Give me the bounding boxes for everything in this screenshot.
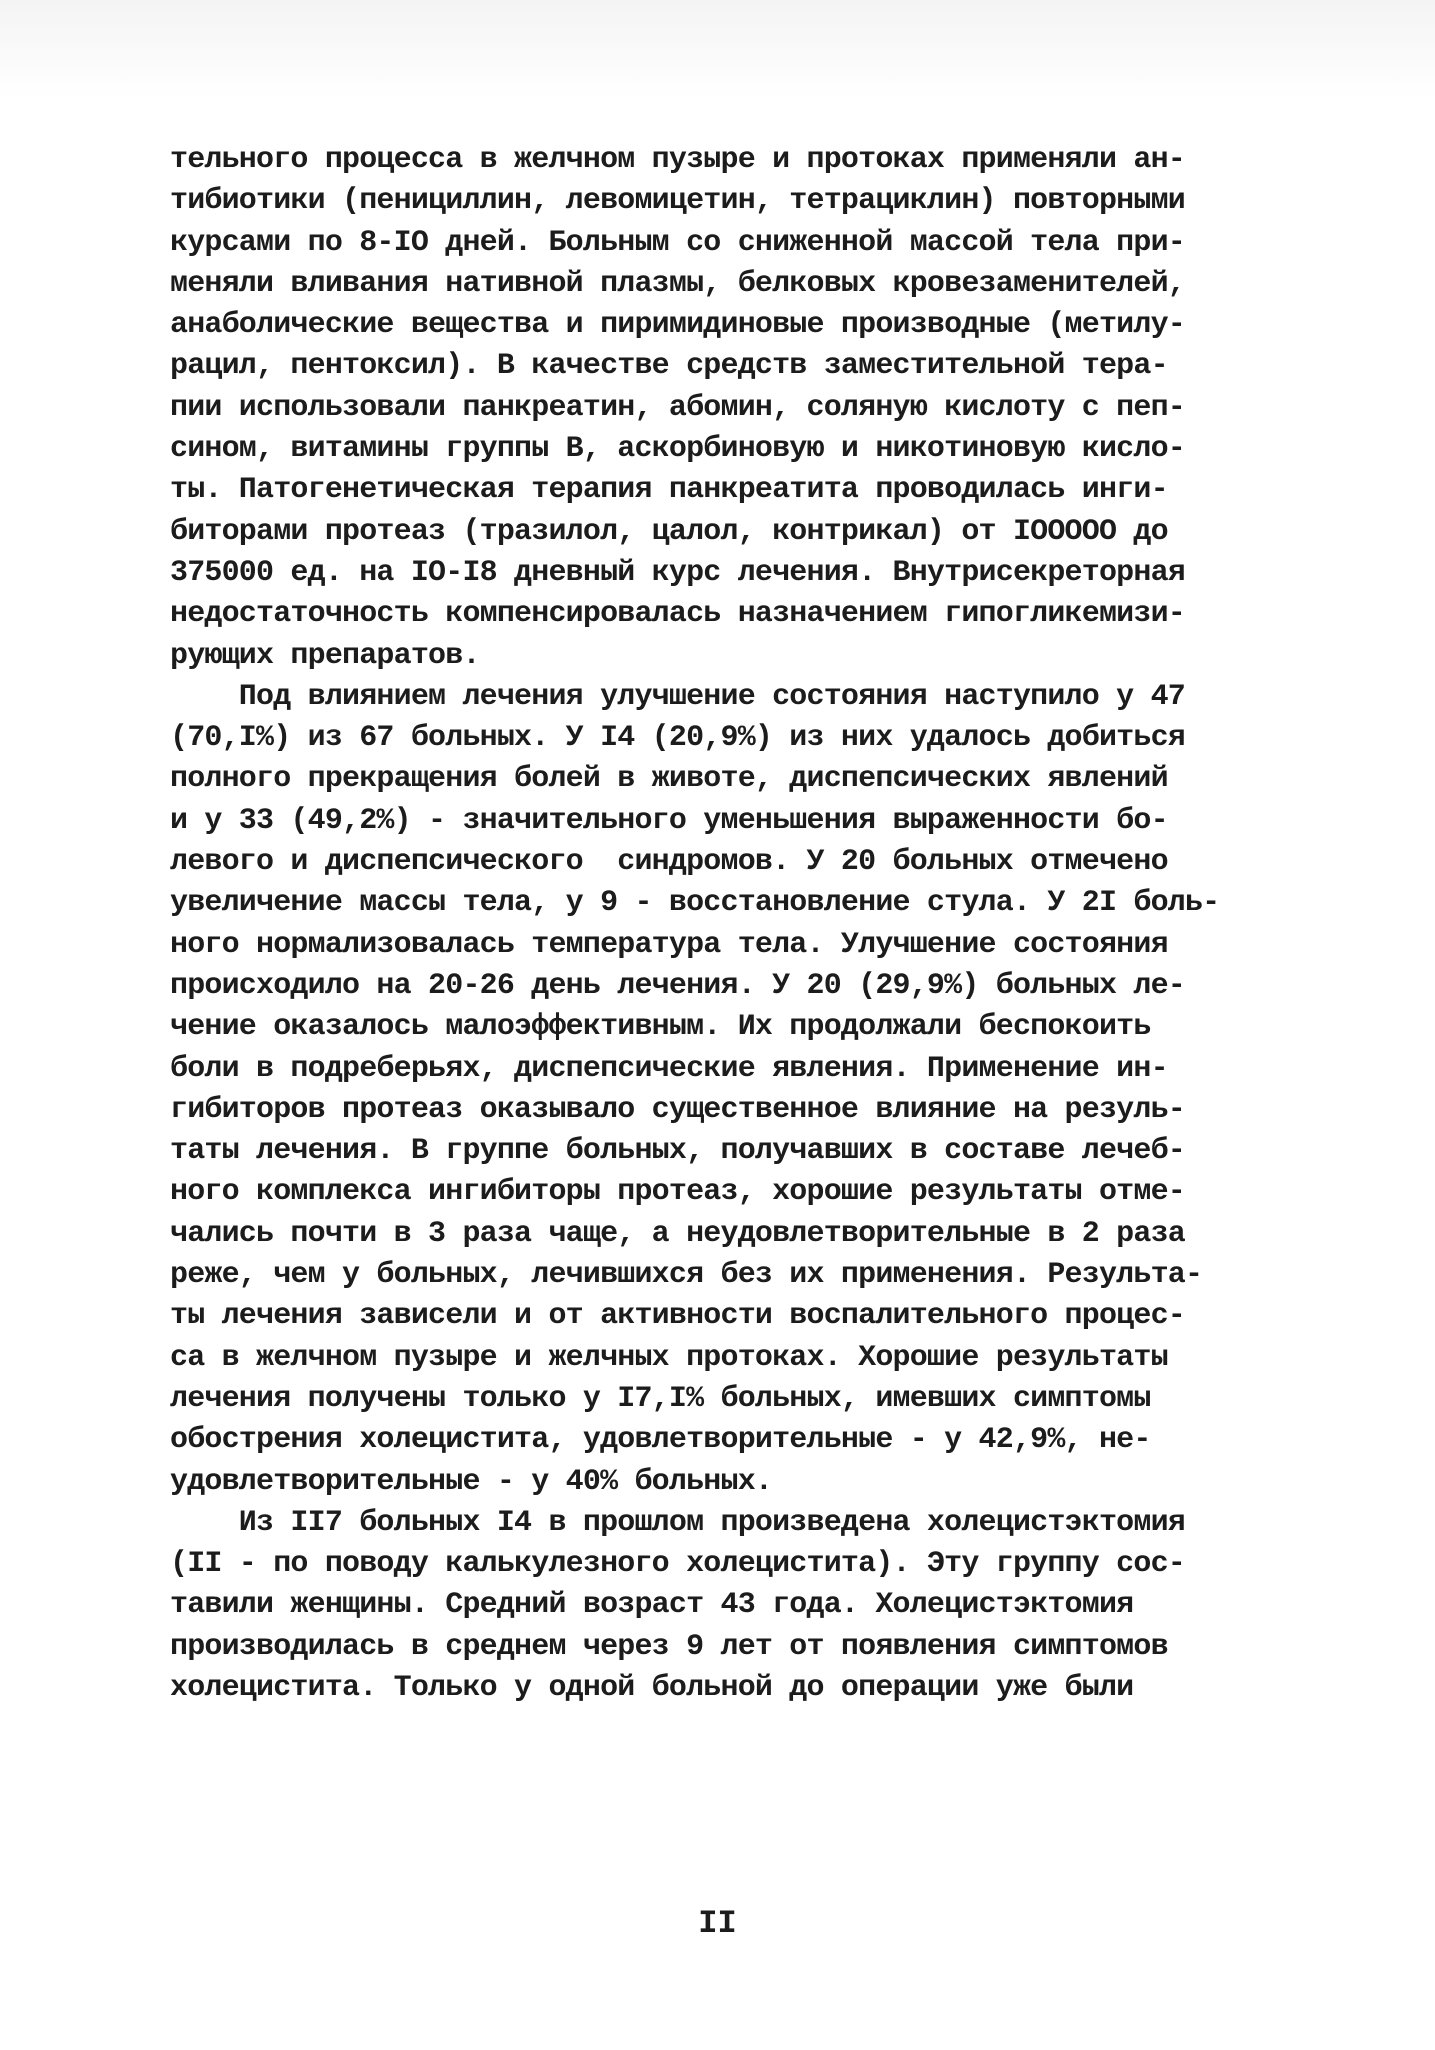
text-line: увеличение массы тела, у 9 - восстановление стула. У 2I боль- [170,886,1220,921]
text-line: курсами по 8-IO дней. Больным со сниженной массой тела при- [170,225,1185,260]
text-line: реже, чем у больных, лечившихся без их применения. Результа- [170,1258,1203,1293]
text-line: Из II7 больных I4 в прошлом произведена холецистэктомия [170,1505,1185,1540]
body-text [170,140,1220,1709]
text-line: биторами протеаз (тразилол, цалол, контрикал) от IOOOOO до [170,514,1168,549]
text-line: недостаточность компенсировалась назначением гипогликемизи- [170,597,1185,632]
text-line: са в желчном пузыре и желчных протоках. Хорошие результаты [170,1340,1168,1375]
text-line: ного нормализовалась температура тела. Улучшение состояния [170,927,1168,962]
text-line: боли в подреберьях, диспепсические явления. Применение ин- [170,1051,1168,1086]
text-line: полного прекращения болей в животе, диспепсических явлений [170,762,1168,797]
text-line: обострения холецистита, удовлетворительные - у 42,9%, не- [170,1423,1151,1458]
text-line: сином, витамины группы В, аскорбиновую и никотиновую кисло- [170,432,1185,467]
text-line: Под влиянием лечения улучшение состояния наступило у 47 [170,679,1185,714]
text-line: анаболические вещества и пиримидиновые производные (метилу- [170,308,1185,343]
text-line: (70,I%) из 67 больных. У I4 (20,9%) из них удалось добиться [170,721,1185,756]
text-line: гибиторов протеаз оказывало существенное влияние на резуль- [170,1092,1185,1127]
text-line: ты лечения зависели и от активности воспалительного процес- [170,1299,1185,1334]
text-line: рующих препаратов. [170,638,480,673]
text-line: меняли вливания нативной плазмы, белковых кровезаменителей, [170,266,1185,301]
text-line: (II - по поводу калькулезного холецистита). Эту группу сос- [170,1547,1185,1582]
text-line: таты лечения. В группе больных, получавших в составе лечеб- [170,1134,1185,1169]
text-line: 375000 ед. на IO-I8 дневный курс лечения. Внутрисекреторная [170,555,1185,590]
scan-top-shade [0,0,1435,100]
text-line: левого и диспепсического синдромов. У 20 больных отмечено [170,845,1168,880]
text-line: ного комплекса ингибиторы протеаз, хорошие результаты отме- [170,1175,1185,1210]
text-line: холецистита. Только у одной больной до операции уже были [170,1670,1134,1705]
text-line: лечения получены только у I7,I% больных, имевших симптомы [170,1381,1151,1416]
text-line: производилась в среднем через 9 лет от появления симптомов [170,1629,1168,1664]
text-line: удовлетворительные - у 40% больных. [170,1464,773,1499]
text-line: пии использовали панкреатин, абомин, соляную кислоту с пеп- [170,390,1185,425]
text-line: чались почти в 3 раза чаще, а неудовлетворительные в 2 раза [170,1216,1185,1251]
text-line: тавили женщины. Средний возраст 43 года. Холецистэктомия [170,1588,1134,1623]
page-number: II [698,1905,737,1942]
text-line: тельного процесса в желчном пузыре и протоках применяли ан- [170,143,1185,177]
text-line: тибиотики (пенициллин, левомицетин, тетрациклин) повторными [170,184,1185,219]
text-line: и у 33 (49,2%) - значительного уменьшения выраженности бо- [170,803,1168,838]
text-line: чение оказалось малоэффективным. Их продолжали беспокоить [170,1010,1151,1045]
text-line: происходило на 20-26 день лечения. У 20 (29,9%) больных ле- [170,968,1185,1003]
text-line: ты. Патогенетическая терапия панкреатита проводилась инги- [170,473,1168,508]
text-line: рацил, пентоксил). В качестве средств заместительной тера- [170,349,1168,384]
